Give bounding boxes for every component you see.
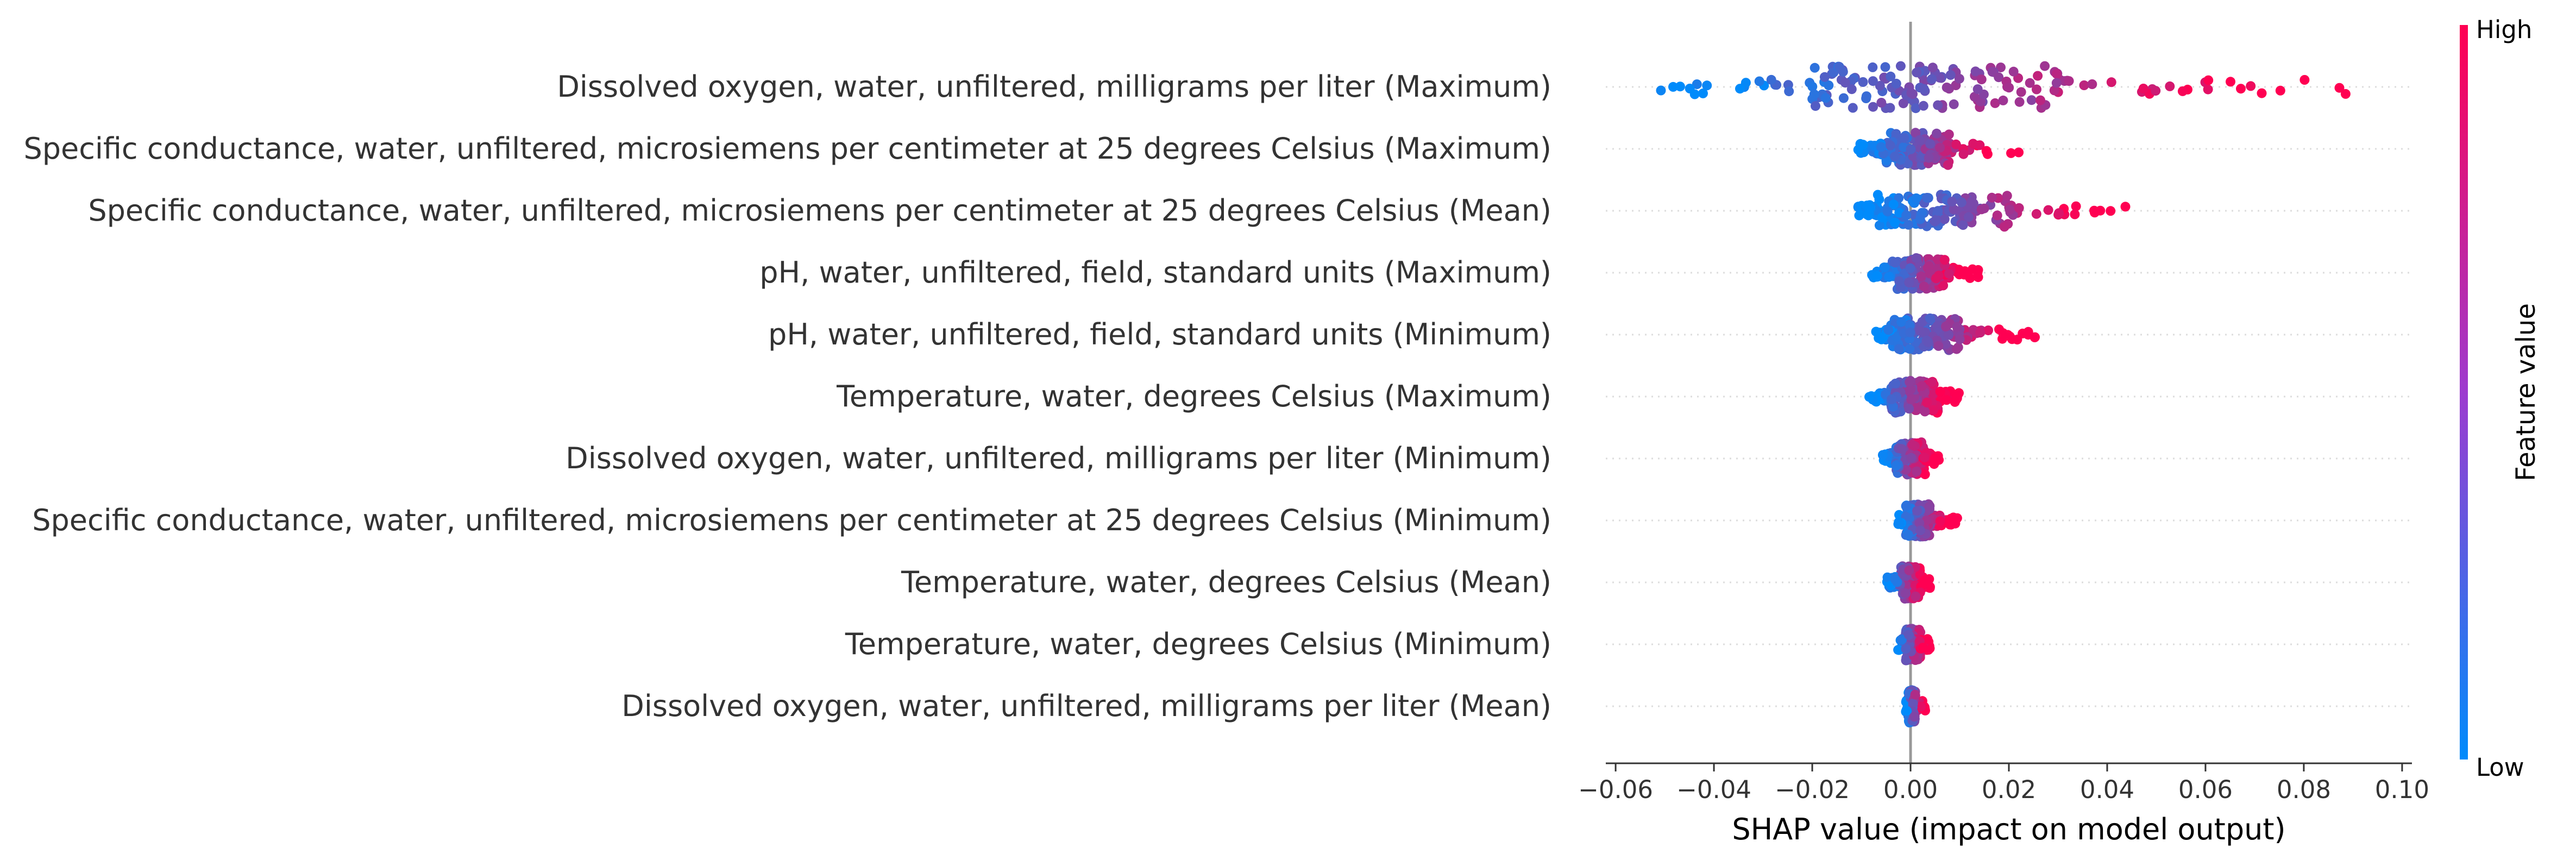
x-tick-label: 0.10 [2374, 775, 2430, 804]
shap-dot [1905, 263, 1915, 273]
shap-dot [1903, 220, 1913, 230]
feature-label: Specific conductance, water, unfiltered, microsiemens per centimeter at 25 degrees Celsius (Maximum) [23, 131, 1551, 166]
shap-dot [1885, 103, 1895, 113]
shap-dot [1890, 258, 1900, 268]
shap-dot [1919, 84, 1929, 94]
shap-dot [1810, 63, 1820, 73]
shap-dot [2087, 79, 2097, 89]
shap-dot [2226, 77, 2235, 86]
shap-dot [1928, 405, 1938, 415]
shap-dot [1944, 330, 1953, 340]
shap-dot [1932, 129, 1942, 139]
shap-dot [1955, 74, 1964, 84]
shap-dot [2178, 86, 2188, 96]
shap-dot [2002, 191, 2012, 200]
shap-dot [1906, 88, 1916, 98]
shap-dot [1675, 81, 1685, 91]
x-tick-label: −0.06 [1578, 775, 1654, 804]
shap-dot [1858, 77, 1868, 87]
shap-dot [1864, 209, 1874, 218]
shap-dot [1892, 79, 1901, 89]
shap-dot [1968, 139, 1978, 149]
feature-label: Dissolved oxygen, water, unfiltered, milligrams per liter (Maximum) [557, 70, 1551, 104]
shap-dot [1880, 262, 1890, 272]
shap-dot [1883, 206, 1893, 216]
shap-dot [1901, 644, 1911, 654]
beeswarm-dots [1656, 61, 2351, 727]
shap-dot [2107, 77, 2116, 87]
shap-dot [1896, 61, 1906, 71]
shap-dot [1876, 98, 1886, 108]
shap-dot [1894, 277, 1904, 286]
shap-dot [1891, 461, 1901, 470]
shap-dot [1973, 267, 1983, 277]
shap-dot [2203, 85, 2213, 95]
shap-dot [1982, 147, 1991, 156]
shap-dot [1868, 62, 1877, 72]
shap-dot [1862, 91, 1871, 101]
shap-dot [1915, 135, 1925, 145]
shap-dot [1999, 96, 2008, 105]
shap-dot [1971, 66, 1981, 76]
x-tick-label: 0.02 [1981, 775, 2037, 804]
shap-dot [1901, 588, 1911, 598]
shap-dot [1944, 129, 1954, 139]
shap-dot [2151, 86, 2160, 96]
shap-dot [1924, 337, 1933, 347]
shap-dot [1925, 504, 1934, 514]
shap-dot [1922, 193, 1932, 203]
shap-dot [2121, 202, 2131, 211]
shap-dot [1925, 313, 1935, 323]
shap-dot [1940, 214, 1950, 224]
shap-dot [1848, 103, 1858, 113]
shap-dot [1902, 501, 1912, 511]
shap-dot [1784, 86, 1794, 96]
shap-dot [1920, 453, 1930, 462]
shap-dot [1980, 204, 1989, 214]
feature-label: Dissolved oxygen, water, unfiltered, milligrams per liter (Minimum) [566, 441, 1551, 475]
shap-dot [1931, 215, 1941, 225]
shap-dot [1915, 526, 1925, 536]
feature-label: Temperature, water, degrees Celsius (Minimum) [845, 627, 1551, 661]
shap-dot [2276, 86, 2285, 96]
shap-dot [2236, 84, 2246, 93]
shap-dot [1931, 273, 1941, 283]
shap-dot [1702, 80, 1712, 90]
shap-dot [1944, 269, 1954, 279]
shap-dot [1955, 334, 1965, 344]
shap-dot [1954, 388, 1964, 398]
shap-dot [1927, 74, 1937, 84]
shap-dot [1886, 141, 1895, 150]
shap-dot [1904, 630, 1914, 640]
shap-dot [1920, 575, 1930, 585]
colorbar-gradient [2460, 25, 2468, 759]
shap-dot [1928, 62, 1938, 72]
shap-dot [1890, 218, 1900, 228]
shap-dot [1899, 133, 1909, 143]
shap-dot [1958, 220, 1968, 230]
shap-dot [2033, 71, 2043, 81]
shap-dot [2203, 76, 2213, 85]
shap-dot [1961, 269, 1970, 279]
shap-dot [2004, 83, 2014, 92]
shap-dot [1933, 101, 1943, 110]
feature-label: Dissolved oxygen, water, unfiltered, milligrams per liter (Mean) [621, 689, 1551, 723]
colorbar [2460, 15, 2541, 782]
shap-dot [1977, 74, 1987, 84]
shap-dot [2000, 222, 2009, 231]
shap-dot [1911, 690, 1920, 700]
shap-dot [2070, 210, 2079, 219]
shap-dot [1887, 394, 1896, 404]
shap-dot [1950, 397, 1960, 407]
colorbar-title: Feature value [2511, 303, 2541, 481]
shap-dot [1915, 215, 1925, 224]
shap-dot [1993, 211, 2002, 221]
shap-dot [2341, 89, 2351, 99]
shap-dot [1936, 387, 1945, 397]
shap-dot [1943, 160, 1953, 170]
shap-dot [2005, 205, 2015, 215]
shap-dot [1873, 271, 1882, 281]
shap-dot [2299, 75, 2309, 85]
shap-dot [1946, 70, 1956, 80]
shap-dot [1883, 325, 1893, 335]
shap-dot [1878, 450, 1888, 460]
shap-dot [1873, 190, 1883, 200]
shap-dot [1935, 143, 1945, 153]
shap-dot [2052, 69, 2062, 79]
shap-dot [1975, 328, 1985, 337]
shap-dot [1905, 566, 1914, 575]
shap-dot [1890, 575, 1900, 585]
shap-dot [1847, 84, 1857, 94]
shap-dot [1920, 469, 1930, 479]
shap-dot [1890, 152, 1900, 161]
x-axis-title: SHAP value (impact on model output) [1732, 812, 2286, 846]
x-axis [1578, 763, 2429, 804]
shap-dot [1952, 322, 1962, 332]
shap-dot [1924, 153, 1934, 163]
shap-dot [1896, 317, 1906, 327]
feature-labels [23, 70, 1551, 723]
x-tick-label: 0.04 [2079, 775, 2135, 804]
shap-dot [1906, 145, 1915, 154]
shap-dot [2064, 76, 2074, 86]
shap-dot [2030, 332, 2040, 342]
shap-dot [1987, 193, 1997, 203]
shap-dot [1927, 378, 1937, 387]
feature-label: pH, water, unfiltered, field, standard units (Minimum) [768, 317, 1551, 351]
shap-dot [1767, 75, 1776, 85]
shap-dot [2246, 81, 2255, 91]
shap-dot [1894, 519, 1904, 529]
colorbar-high-label: High [2476, 15, 2533, 44]
x-tick-label: −0.02 [1775, 775, 1850, 804]
shap-dot [1821, 93, 1831, 103]
shap-dot [2052, 78, 2062, 88]
shap-dot [1904, 278, 1914, 287]
shap-dot [1949, 99, 1959, 109]
shap-dot [1912, 253, 1921, 263]
shap-dot [1810, 90, 1819, 99]
shap-dot [2044, 205, 2053, 215]
shap-dot [1942, 395, 1951, 405]
shap-dot [2032, 85, 2041, 95]
shap-dot [1931, 453, 1940, 463]
shap-dot [1951, 140, 1961, 149]
shap-dot [2015, 97, 2025, 107]
x-tick-label: 0.06 [2178, 775, 2233, 804]
shap-dot [1839, 93, 1849, 103]
shap-dot [1912, 506, 1922, 516]
shap-dot [2014, 203, 2024, 213]
shap-dot [1949, 517, 1959, 526]
shap-dot [1907, 440, 1917, 450]
shap-dot [2035, 96, 2045, 105]
shap-dot [2016, 87, 2026, 97]
shap-dot [1905, 377, 1914, 387]
shap-dot [1904, 404, 1914, 413]
shap-dot [1964, 212, 1974, 222]
shap-dot [1940, 255, 1950, 265]
shap-dot [2257, 89, 2267, 98]
shap-dot [2032, 209, 2041, 219]
shap-dot [1868, 102, 1878, 112]
shap-dot [1912, 193, 1921, 203]
shap-dot [1942, 83, 1952, 92]
shap-dot [1876, 142, 1886, 152]
shap-dot [2003, 330, 2013, 340]
shap-dot [1941, 322, 1951, 331]
shap-dot [1755, 77, 1764, 86]
shap-dot [2009, 67, 2019, 77]
shap-dot [2054, 208, 2064, 218]
shap-dot [1901, 210, 1911, 220]
shap-dot [1897, 444, 1907, 454]
shap-dot [1905, 328, 1915, 337]
shap-dot [1920, 407, 1930, 417]
feature-label: Temperature, water, degrees Celsius (Mean) [901, 565, 1551, 599]
shap-dot [1973, 84, 1983, 94]
shap-dot [1933, 206, 1943, 216]
row-gridlines [1606, 87, 2412, 706]
shap-dot [1907, 453, 1917, 463]
shap-dot [2106, 206, 2115, 216]
shap-dot [1890, 379, 1900, 388]
shap-dot [2089, 206, 2099, 216]
x-tick-label: −0.04 [1676, 775, 1752, 804]
shap-dot [1820, 72, 1830, 82]
shap-dot [1894, 344, 1904, 354]
x-tick-label: 0.00 [1883, 775, 1938, 804]
shap-dot [1690, 90, 1700, 99]
shap-dot [1947, 197, 1957, 206]
shap-dot [1838, 67, 1848, 77]
shap-dot [2006, 148, 2016, 158]
shap-dot [1919, 101, 1928, 111]
shap-dot [1918, 643, 1928, 652]
x-tick-label: 0.08 [2276, 775, 2332, 804]
shap-dot [1864, 392, 1874, 402]
shap-dot [1919, 281, 1929, 291]
shap-dot [1903, 530, 1913, 539]
shap-dot [1884, 272, 1894, 282]
shap-dot [1922, 398, 1932, 407]
feature-label: pH, water, unfiltered, field, standard units (Maximum) [759, 255, 1551, 290]
feature-label: Temperature, water, degrees Celsius (Maximum) [837, 379, 1551, 413]
shap-dot [1868, 76, 1878, 86]
shap-dot [1936, 516, 1945, 526]
shap-dot [2165, 81, 2175, 91]
shap-dot [1912, 67, 1921, 77]
shap-dot [1911, 592, 1920, 601]
feature-label: Specific conductance, water, unfiltered, microsiemens per centimeter at 25 degrees Celsius (Minimum) [32, 503, 1551, 537]
feature-label: Specific conductance, water, unfiltered, microsiemens per centimeter at 25 degrees Celsius (Mean) [88, 193, 1551, 228]
shap-dot [1811, 101, 1820, 111]
shap-dot [1881, 62, 1890, 72]
shap-dot [1912, 467, 1921, 476]
shap-dot [1824, 80, 1833, 90]
shap-dot [1967, 197, 1977, 206]
shap-dot [1735, 84, 1745, 93]
shap-dot [1909, 712, 1919, 721]
shap-dot [1953, 342, 1963, 352]
shap-dot [1959, 149, 1969, 159]
shap-dot [2139, 84, 2148, 93]
shap-dot [1656, 86, 1666, 96]
shap-dot [1957, 197, 1966, 207]
shap-dot [1915, 326, 1925, 336]
shap-dot [1854, 145, 1863, 155]
shap-dot [1917, 381, 1927, 391]
shap-dot [1917, 272, 1926, 281]
shap-dot [1933, 341, 1943, 351]
shap-dot [2027, 95, 2037, 105]
shap-dot [1925, 139, 1935, 149]
shap-dot [2040, 61, 2050, 71]
colorbar-low-label: Low [2476, 753, 2524, 782]
